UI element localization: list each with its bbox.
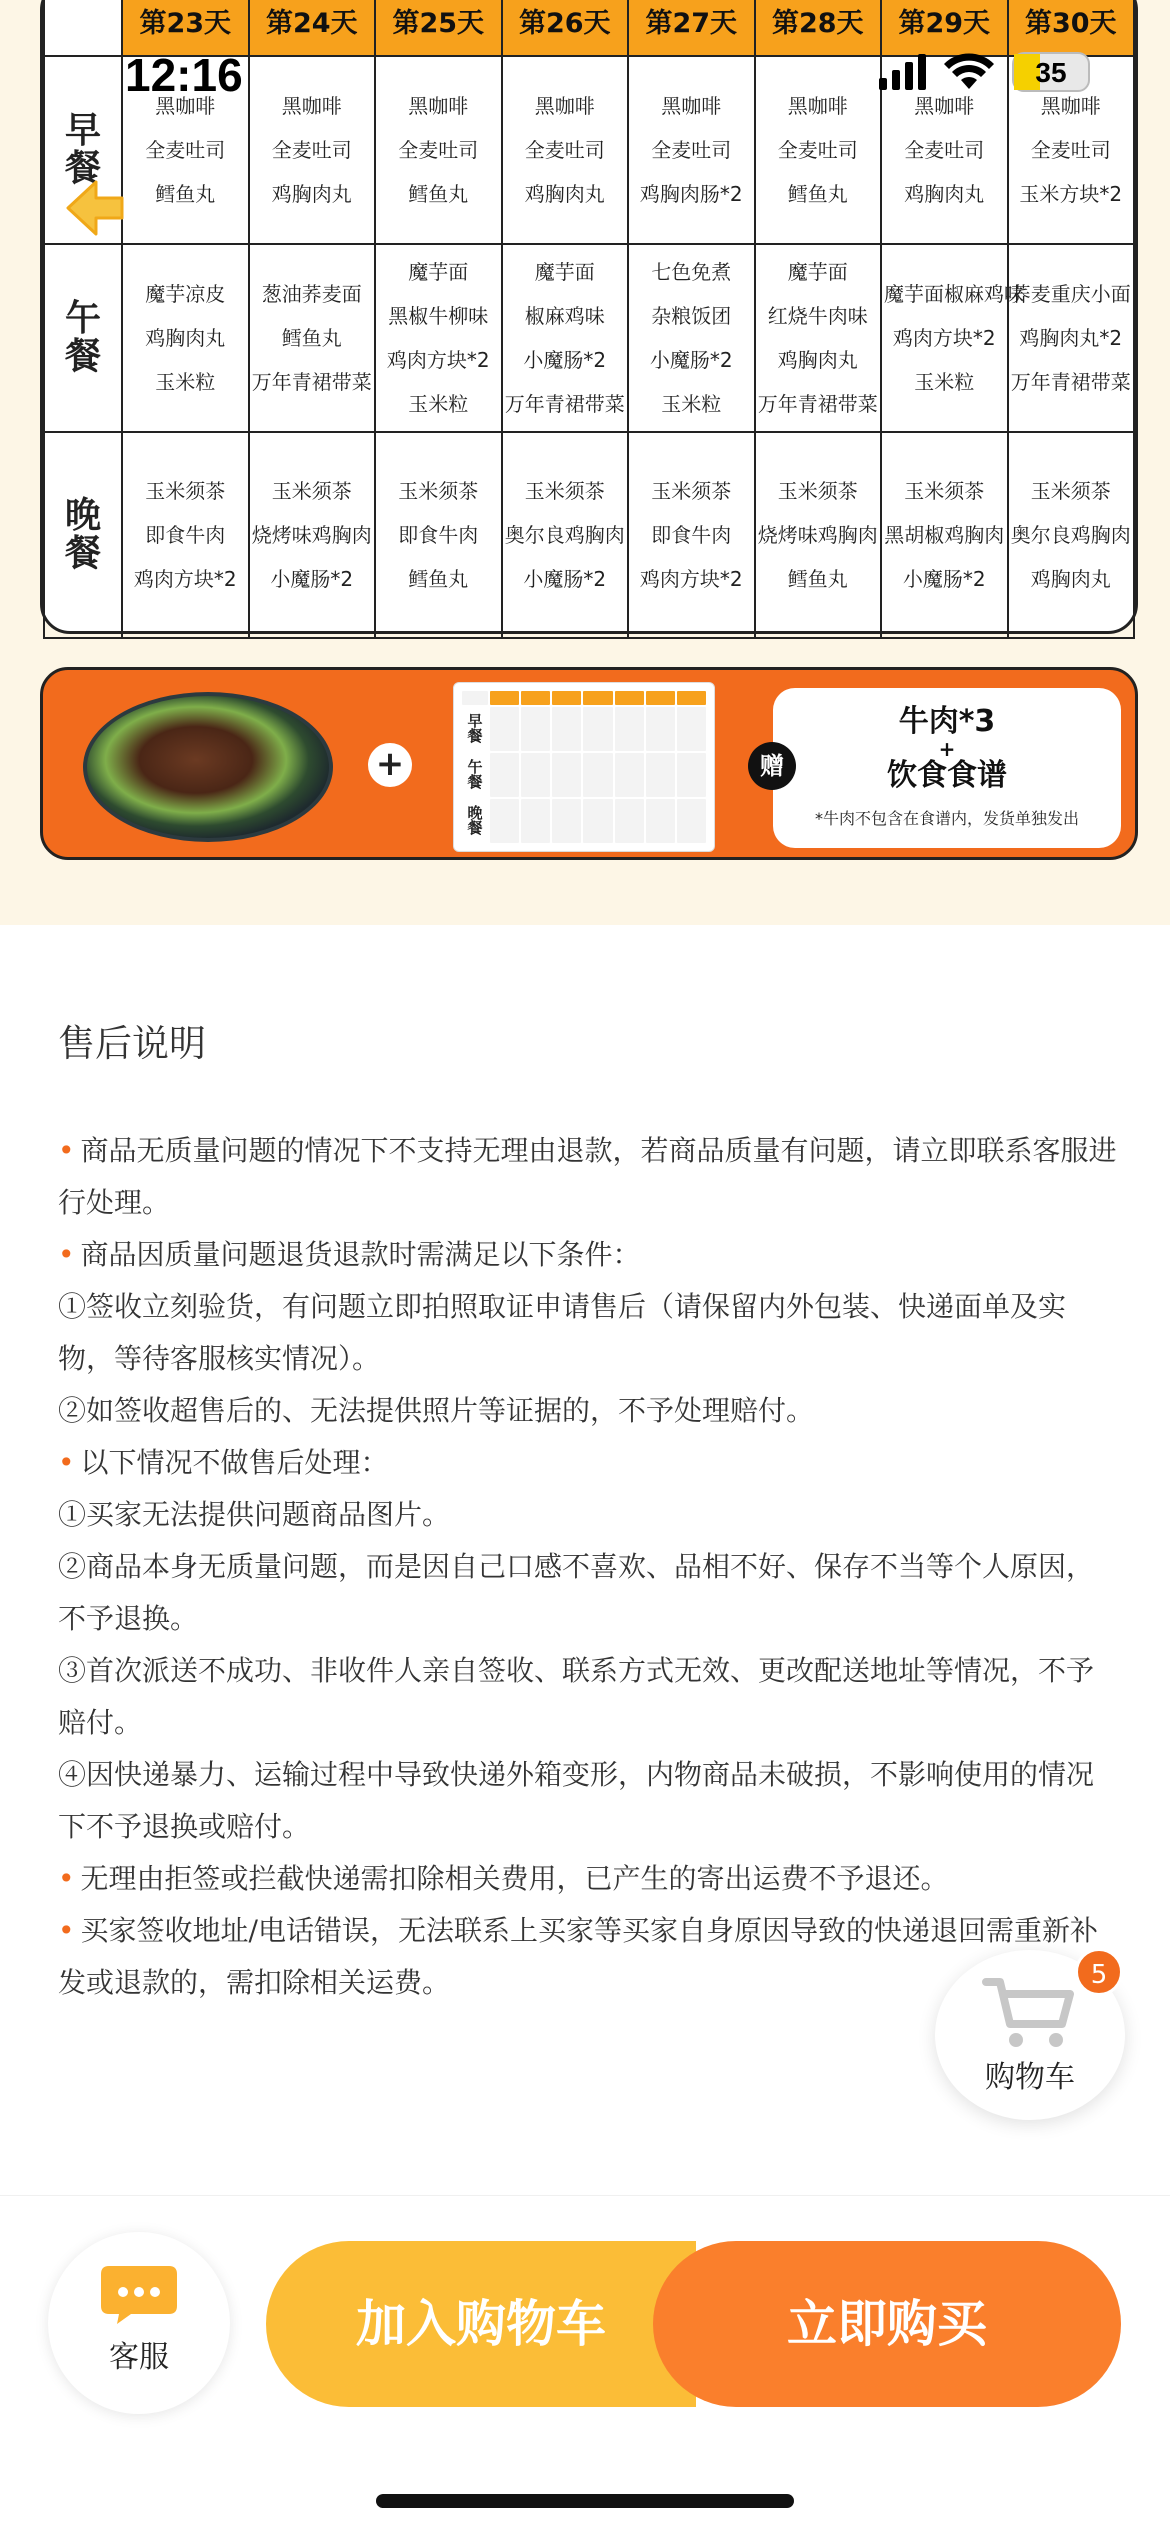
meal-cell [502,56,629,244]
mini-cell [521,753,550,797]
meal-item: 万年青裙带菜 [504,392,625,416]
table-corner [44,0,122,56]
meal-item: 万年青裙带菜 [757,392,878,416]
after-sale-paragraph [58,1281,1118,1385]
day-header: 第23天 [122,0,249,56]
after-sale-paragraph [58,1645,1118,1749]
meal-item: 玉米须茶 [904,479,985,503]
mini-header-cell [552,691,581,705]
mini-cell [646,707,675,751]
status-icons [879,52,1090,92]
meal-item: 小魔肠*2 [270,567,354,591]
meal-item: 鸡肉方块*2 [639,567,743,591]
meal-item: 玉米粒 [914,370,975,394]
meal-item: 玉米粒 [661,392,722,416]
mini-row-label: 早 餐 [462,707,488,751]
mini-row-label: 晚 餐 [462,799,488,843]
mini-recipe-table-image [453,682,715,852]
meal-item: 鸡肉方块*2 [892,326,996,350]
meal-item: 小魔肠*2 [902,567,986,591]
meal-item: 小魔肠*2 [523,348,607,372]
mini-cell [490,799,519,843]
meal-cell [375,432,502,638]
cart-count-badge: 5 [1075,1948,1123,1996]
meal-cell [755,432,882,638]
mini-cell [677,799,706,843]
meal-item: 鳕鱼丸 [787,567,848,591]
product-image-banner [0,0,1170,925]
meal-cell [375,244,502,432]
signal-icon [879,54,926,90]
meal-item: 小魔肠*2 [649,348,733,372]
meal-cell [1008,432,1135,638]
floating-cart-label: 购物车 [985,2060,1075,2095]
buy-now-button[interactable]: 立即购买 [653,2241,1121,2407]
meal-cell [628,56,755,244]
meal-item: 全麦吐司 [777,138,858,162]
gift-promo-strip [40,667,1138,860]
meal-item: 全麦吐司 [1030,138,1111,162]
bullet-dot: • [58,1914,75,1947]
mini-cell [552,799,581,843]
mini-header-cell [462,691,488,705]
meal-item: 黑咖啡 [914,94,975,118]
after-sale-body [58,1125,1118,2009]
after-sale-paragraph [58,1437,1118,1489]
mini-cell [677,753,706,797]
meal-cell [1008,244,1135,432]
gift-note: *牛肉不包含在食谱内，发货单独发出 [814,809,1079,828]
meal-item: 小魔肠*2 [523,567,607,591]
meal-item: 奥尔良鸡胸肉 [504,523,625,547]
after-sale-paragraph [58,1125,1118,1229]
meal-item: 葱油荞麦面 [261,282,362,306]
after-sale-text: ④因快递暴力、运输过程中导致快递外箱变形，内物商品未破损，不影响使用的情况下不予退换或赔付。 [58,1758,1095,1843]
meal-item: 鸡胸肉丸 [904,182,985,206]
meal-item: 魔芋面 [534,260,595,284]
gift-title-recipe: 饮食食谱 [887,758,1007,793]
meal-cell [755,244,882,432]
status-time: 12:16 [125,49,243,101]
battery-level: 35 [1035,57,1067,88]
bottom-action-bar [0,2195,1170,2532]
meal-item: 杂粮饭团 [651,304,732,328]
meal-item: 万年青裙带菜 [1010,370,1131,394]
gift-badge: 赠 [748,742,796,790]
mini-cell [677,707,706,751]
after-sale-text: 商品无质量问题的情况下不支持无理由退款，若商品质量有问题，请立即联系客服进行处理。 [58,1134,1117,1219]
meal-item: 鳕鱼丸 [155,182,216,206]
meal-item: 玉米须茶 [777,479,858,503]
meal-item: 鸡胸肉丸*2 [1019,326,1123,350]
meal-item: 全麦吐司 [904,138,985,162]
meal-item: 鳕鱼丸 [408,182,469,206]
meal-item: 玉米须茶 [524,479,605,503]
meal-item: 鸡肉方块*2 [386,348,490,372]
meal-cell [755,56,882,244]
meal-cell [375,56,502,244]
meal-item: 七色免煮 [651,260,732,284]
chat-bubble-icon [97,2262,181,2328]
meal-item: 魔芋面椒麻鸡味 [884,282,1024,306]
after-sale-paragraph [58,1853,1118,1905]
day-header: 第27天 [628,0,755,56]
meal-item: 全麦吐司 [271,138,352,162]
customer-service-button[interactable] [48,2232,230,2414]
home-indicator [376,2494,794,2508]
mini-header-cell [521,691,550,705]
meal-item: 鳕鱼丸 [408,567,469,591]
meal-item: 椒麻鸡味 [524,304,605,328]
beef-salad-image [83,692,333,842]
meal-item: 黑咖啡 [1040,94,1101,118]
mini-cell [490,753,519,797]
meal-cell [502,432,629,638]
after-sale-paragraph [58,1489,1118,1541]
bullet-dot: • [58,1862,75,1895]
after-sale-text: 商品因质量问题退货退款时需满足以下条件： [80,1238,641,1271]
mini-header-cell [646,691,675,705]
day-header: 第28天 [755,0,882,56]
mini-cell [646,799,675,843]
meal-item: 即食牛肉 [145,523,226,547]
meal-item: 即食牛肉 [398,523,479,547]
bullet-dot: • [58,1238,75,1271]
meal-item: 红烧牛肉味 [767,304,868,328]
day-header: 第29天 [881,0,1008,56]
meal-cell [122,432,249,638]
meal-cell [881,244,1024,432]
meal-cell [881,432,1008,638]
meal-item: 黑胡椒鸡胸肉 [884,523,1005,547]
meal-row-label: 午 餐 [44,244,122,432]
meal-cell [628,244,755,432]
meal-item: 黑咖啡 [155,94,216,118]
meal-row-label: 早 餐 [44,56,122,244]
cart-icon [980,1972,1080,2052]
meal-item: 即食牛肉 [651,523,732,547]
meal-item: 荞麦重庆小面 [1010,282,1131,306]
mini-header-cell [677,691,706,705]
mini-cell [552,707,581,751]
day-header: 第24天 [249,0,376,56]
mini-cell [552,753,581,797]
mini-header-cell [490,691,519,705]
meal-row [44,244,1134,432]
meal-item: 鳕鱼丸 [281,326,342,350]
bullet-dot: • [58,1134,75,1167]
meal-cell [249,244,376,432]
plus-icon: + [368,743,412,787]
meal-item: 鸡胸肉丸 [777,348,858,372]
day-header: 第26天 [502,0,629,56]
meal-item: 黑椒牛柳味 [388,304,489,328]
after-sale-text: 无理由拒签或拦截快递需扣除相关费用，已产生的寄出运费不予退还。 [80,1862,949,1895]
add-to-cart-button[interactable]: 加入购物车 [266,2241,696,2407]
mini-header-cell [615,691,644,705]
after-sale-paragraph [58,1541,1118,1645]
meal-item: 黑咖啡 [534,94,595,118]
meal-item: 全麦吐司 [398,138,479,162]
after-sale-text: ①买家无法提供问题商品图片。 [58,1498,451,1531]
meal-item: 玉米须茶 [651,479,732,503]
mini-cell [521,707,550,751]
wifi-icon [944,53,994,91]
mini-cell [583,799,612,843]
meal-item: 鸡胸肉丸 [271,182,352,206]
meal-item: 黑咖啡 [661,94,722,118]
mini-cell [615,707,644,751]
meal-item: 玉米方块*2 [1019,182,1123,206]
after-sale-text: 以下情况不做售后处理： [80,1446,389,1479]
gift-plus: + [938,737,956,761]
after-sale-paragraph [58,1229,1118,1281]
meal-item: 鸡胸肉丸 [145,326,226,350]
meal-row [44,432,1134,638]
after-sale-paragraph [58,1749,1118,1853]
mini-cell [615,753,644,797]
meal-item: 玉米须茶 [1030,479,1111,503]
mini-header-cell [583,691,612,705]
customer-service-label: 客服 [109,2340,169,2375]
meal-cell [249,432,376,638]
meal-item: 鸡肉方块*2 [133,567,237,591]
day-header: 第30天 [1008,0,1135,56]
meal-item: 烧烤味鸡胸肉 [251,523,372,547]
meal-row-label: 晚 餐 [44,432,122,638]
meal-item: 全麦吐司 [145,138,226,162]
meal-item: 鸡胸肉丸 [524,182,605,206]
mini-row-label: 午 餐 [462,753,488,797]
bullet-dot: • [58,1446,75,1479]
after-sale-title: 售后说明 [58,1022,206,1065]
meal-item: 黑咖啡 [787,94,848,118]
meal-item: 玉米粒 [408,392,469,416]
meal-item: 魔芋面 [408,260,469,284]
mini-cell [646,753,675,797]
gift-info-box [773,688,1121,848]
back-arrow-icon[interactable] [56,172,128,244]
meal-item: 黑咖啡 [408,94,469,118]
meal-item: 玉米须茶 [271,479,352,503]
meal-item: 魔芋面 [787,260,848,284]
meal-cell [502,244,629,432]
after-sale-text: 买家签收地址/电话错误，无法联系上买家等买家自身原因导致的快递退回需重新补发或退款的，需扣除相关运费。 [58,1914,1098,1999]
meal-item: 全麦吐司 [651,138,732,162]
meal-cell [122,244,249,432]
meal-item: 魔芋凉皮 [145,282,226,306]
meal-cell [628,432,755,638]
after-sale-paragraph [58,1385,1118,1437]
meal-item: 鸡胸肉肠*2 [639,182,743,206]
gift-title-beef: 牛肉*3 [898,704,996,739]
mini-cell [521,799,550,843]
meal-item: 万年青裙带菜 [251,370,372,394]
meal-item: 玉米粒 [155,370,216,394]
meal-item: 鳕鱼丸 [787,182,848,206]
meal-item: 玉米须茶 [398,479,479,503]
floating-cart-button[interactable] [935,1950,1125,2120]
after-sale-text: ①签收立刻验货，有问题立即拍照取证申请售后（请保留内外包装、快递面单及实物，等待客服核实情况）。 [58,1290,1067,1375]
mini-cell [583,707,612,751]
meal-item: 玉米须茶 [145,479,226,503]
mini-cell [583,753,612,797]
meal-item: 烧烤味鸡胸肉 [757,523,878,547]
meal-item: 奥尔良鸡胸肉 [1010,523,1131,547]
mini-cell [615,799,644,843]
mini-cell [490,707,519,751]
battery-icon [1012,52,1090,92]
after-sale-text: ②如签收超售后的、无法提供照片等证据的，不予处理赔付。 [58,1394,815,1427]
meal-item: 鸡胸肉丸 [1030,567,1111,591]
after-sale-text: ②商品本身无质量问题，而是因自己口感不喜欢、品相不好、保存不当等个人原因，不予退换。 [58,1550,1095,1635]
after-sale-text: ③首次派送不成功、非收件人亲自签收、联系方式无效、更改配送地址等情况，不予赔付。 [58,1654,1095,1739]
day-header: 第25天 [375,0,502,56]
meal-cell [249,56,376,244]
meal-item: 全麦吐司 [524,138,605,162]
meal-item: 黑咖啡 [281,94,342,118]
